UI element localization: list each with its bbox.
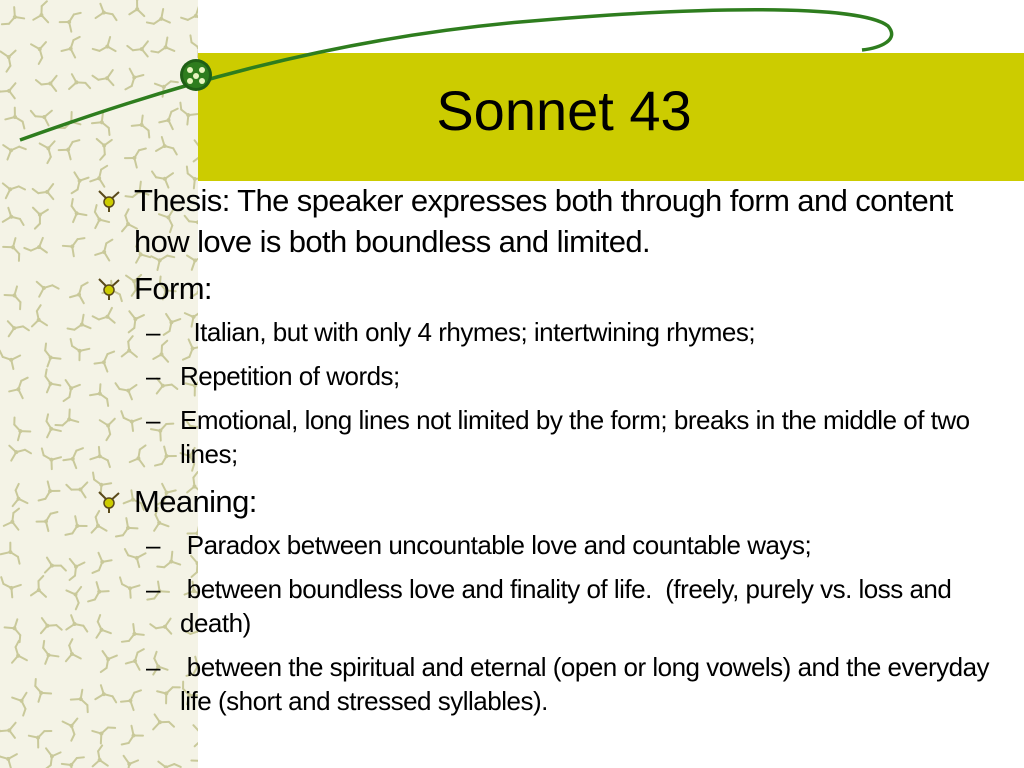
- pattern-glyph: [36, 342, 61, 368]
- pattern-glyph: [0, 7, 25, 33]
- pattern-glyph: [69, 74, 91, 90]
- pattern-glyph: [124, 142, 148, 168]
- pattern-glyph: [66, 315, 92, 339]
- sub-bullet-text: Repetition of words;: [180, 361, 400, 391]
- sub-bullet: [96, 572, 996, 640]
- pattern-glyph: [6, 640, 26, 664]
- pattern-glyph: [43, 748, 61, 768]
- pattern-glyph: [124, 69, 144, 93]
- pattern-glyph: [127, 41, 150, 58]
- pattern-glyph: [92, 70, 115, 88]
- pattern-glyph: [4, 507, 21, 530]
- dash-marker: –: [146, 317, 160, 347]
- pattern-glyph: [0, 575, 21, 598]
- pattern-glyph: [1, 542, 27, 566]
- dash-marker: –: [146, 361, 160, 391]
- pattern-glyph: [146, 9, 172, 33]
- sub-bullet-text: Italian, but with only 4 rhymes; intertwining rhymes;: [180, 317, 756, 347]
- pattern-glyph: [183, 34, 198, 58]
- pattern-glyph: [156, 755, 181, 768]
- pattern-glyph: [120, 756, 138, 768]
- dash-marker: –: [146, 530, 160, 560]
- pattern-glyph: [129, 0, 144, 16]
- sub-bullet: [96, 315, 996, 349]
- pattern-glyph: [191, 750, 198, 768]
- pattern-glyph: [30, 576, 46, 598]
- pattern-glyph: [120, 726, 144, 752]
- pattern-glyph: [37, 481, 61, 507]
- pattern-glyph: [36, 505, 60, 531]
- pattern-glyph: [66, 585, 88, 610]
- pattern-glyph: [92, 112, 118, 137]
- pattern-glyph: [0, 748, 17, 768]
- pattern-glyph: [96, 3, 119, 22]
- pattern-glyph: [180, 6, 198, 29]
- pattern-glyph: [92, 37, 118, 60]
- pattern-glyph: [40, 139, 60, 163]
- pattern-glyph: [37, 413, 61, 439]
- pattern-glyph: [150, 38, 176, 62]
- bullet-text: Thesis: The speaker expresses both through form and content how love is both boundless and limited.: [134, 183, 953, 259]
- pattern-glyph: [33, 1, 49, 23]
- pattern-glyph: [56, 112, 82, 137]
- sub-bullet: [96, 528, 996, 562]
- pattern-glyph: [0, 723, 17, 740]
- pattern-glyph: [68, 559, 85, 581]
- sub-bullet: [96, 403, 996, 471]
- pattern-glyph: [58, 134, 81, 160]
- pattern-glyph: [30, 109, 52, 126]
- sub-bullet-text: between the spiritual and eternal (open or long vowels) and the everyday life (short and stressed syllables).: [180, 652, 996, 716]
- sub-bullet: [96, 359, 996, 393]
- pattern-glyph: [189, 66, 198, 91]
- pattern-glyph: [64, 337, 90, 361]
- pattern-glyph: [71, 688, 97, 713]
- pattern-glyph: [26, 678, 51, 704]
- pattern-glyph: [70, 172, 89, 196]
- pattern-glyph: [5, 416, 30, 442]
- pattern-glyph: [0, 49, 19, 72]
- dash-marker: –: [146, 574, 160, 604]
- pattern-glyph: [61, 749, 86, 768]
- bullet-form: [96, 268, 996, 309]
- dash-marker: –: [146, 405, 160, 435]
- pattern-glyph: [6, 483, 27, 508]
- pattern-glyph: [36, 368, 60, 394]
- pattern-glyph: [89, 745, 107, 768]
- pattern-glyph: [12, 691, 35, 716]
- slide-title: Sonnet 43: [436, 79, 692, 142]
- dash-marker: –: [146, 652, 160, 682]
- pattern-glyph: [31, 40, 51, 64]
- pattern-glyph: [64, 516, 88, 542]
- pattern-glyph: [5, 285, 30, 311]
- bullet-text: Form:: [134, 271, 212, 306]
- pattern-glyph: [35, 447, 61, 470]
- pattern-glyph: [132, 114, 158, 139]
- pattern-glyph: [6, 318, 29, 337]
- bullet-thesis: [96, 180, 996, 262]
- bullet-text: Meaning:: [134, 484, 257, 519]
- bullet-icon: [96, 489, 122, 515]
- pattern-glyph: [63, 717, 84, 742]
- pattern-glyph: [24, 238, 49, 260]
- pattern-glyph: [60, 639, 81, 664]
- pattern-glyph: [1, 177, 26, 198]
- pattern-glyph: [69, 279, 89, 303]
- pattern-glyph: [62, 198, 86, 224]
- bullet-meaning: [96, 481, 996, 522]
- pattern-glyph: [62, 230, 86, 256]
- pattern-glyph: [59, 6, 83, 32]
- bullet-icon: [96, 276, 122, 302]
- pattern-glyph: [3, 237, 28, 263]
- pattern-glyph: [66, 482, 87, 497]
- pattern-glyph: [35, 276, 59, 296]
- sub-bullet-text: between boundless love and finality of life. (freely, purely vs. loss and death): [180, 574, 959, 638]
- pattern-glyph: [5, 107, 31, 131]
- pattern-glyph: [7, 441, 31, 461]
- pattern-glyph: [36, 76, 58, 93]
- pattern-glyph: [172, 101, 198, 126]
- pattern-glyph: [28, 305, 47, 329]
- pattern-glyph: [62, 380, 81, 403]
- pattern-glyph: [40, 617, 62, 633]
- pattern-glyph: [156, 136, 180, 156]
- pattern-glyph: [153, 72, 179, 97]
- pattern-glyph: [0, 83, 17, 100]
- sub-bullet-text: Paradox between uncountable love and countable ways;: [180, 530, 812, 560]
- pattern-glyph: [61, 33, 82, 58]
- pattern-glyph: [32, 184, 55, 202]
- pattern-glyph: [9, 373, 30, 398]
- pattern-glyph: [45, 558, 66, 573]
- sub-bullet: [96, 650, 996, 718]
- pattern-glyph: [33, 208, 48, 229]
- pattern-glyph: [27, 722, 52, 748]
- pattern-glyph: [97, 138, 113, 160]
- pattern-glyph: [63, 443, 85, 468]
- pattern-glyph: [66, 615, 89, 634]
- pattern-glyph: [159, 104, 180, 129]
- pattern-glyph: [193, 725, 198, 747]
- slide-content: [96, 180, 996, 728]
- pattern-glyph: [5, 618, 30, 644]
- pattern-glyph: [3, 207, 27, 227]
- sub-bullet-text: Emotional, long lines not limited by the form; breaks in the middle of two lines;: [180, 405, 977, 469]
- pattern-glyph: [34, 640, 59, 666]
- pattern-glyph: [0, 349, 20, 370]
- bullet-icon: [96, 188, 122, 214]
- pattern-glyph: [1, 137, 26, 159]
